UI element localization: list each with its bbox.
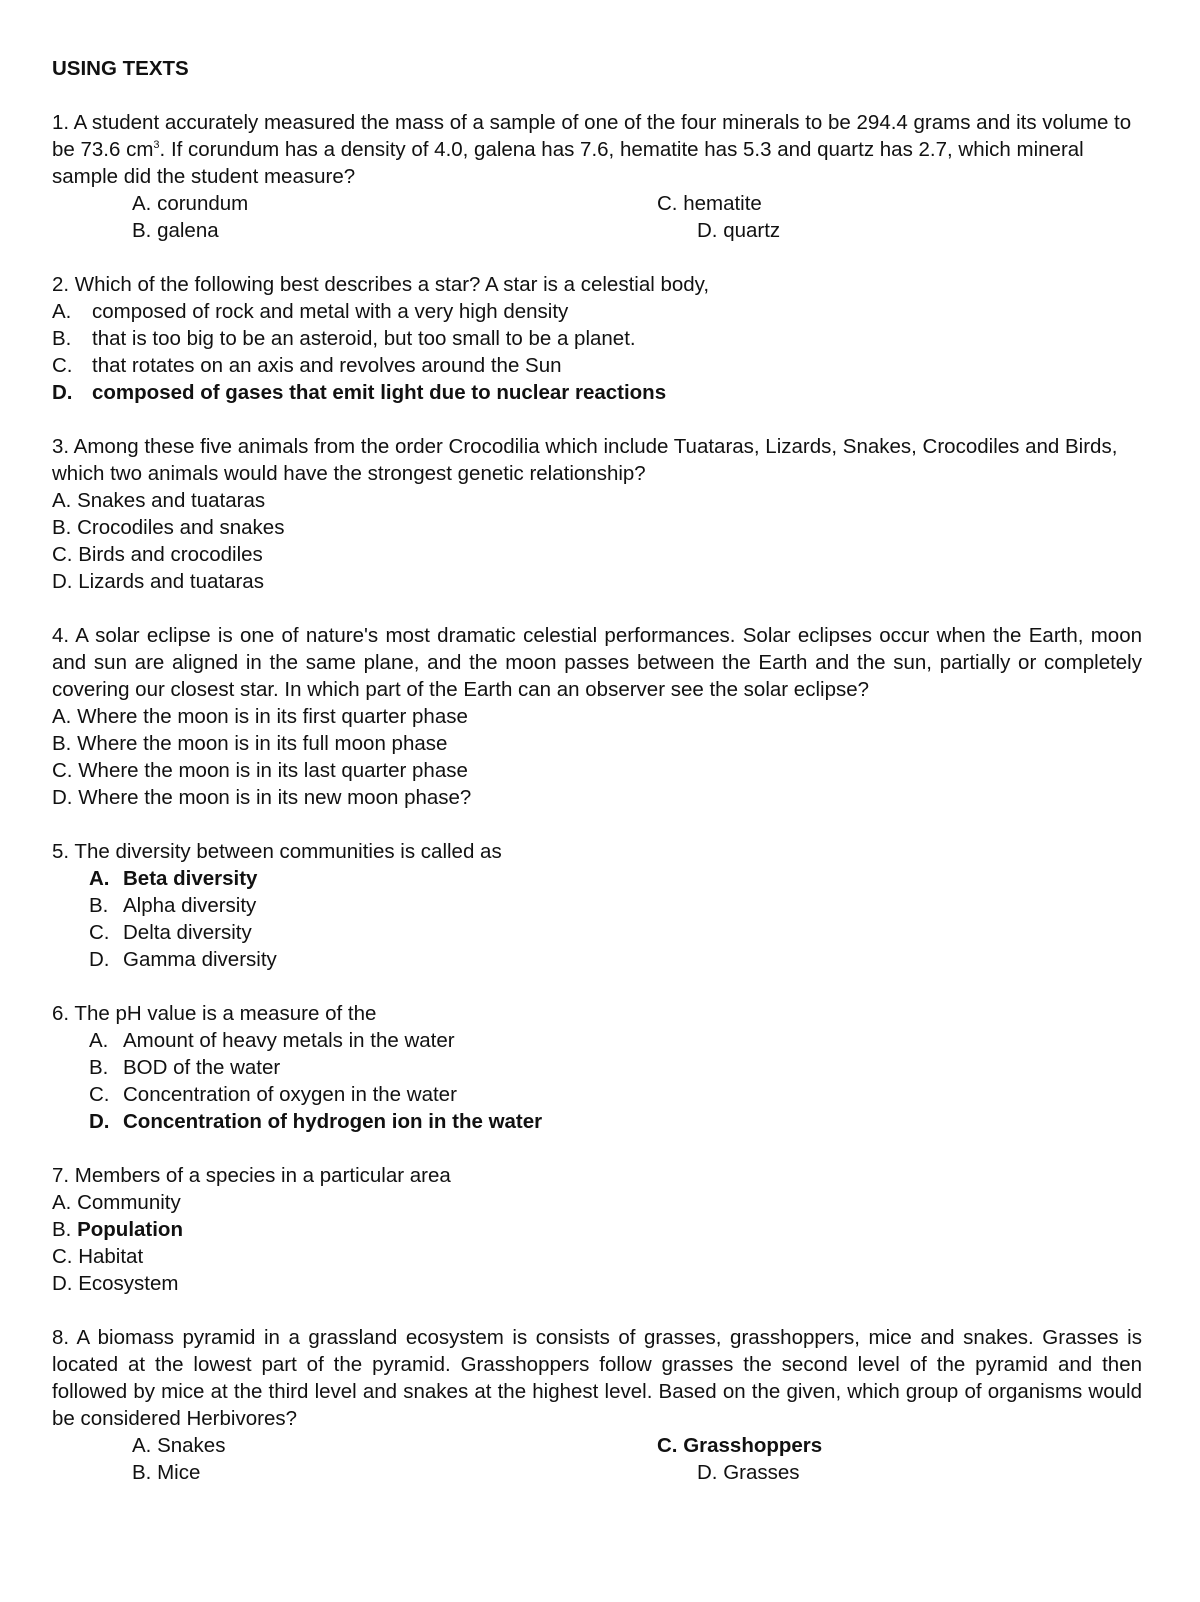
option-label: A. — [89, 1029, 109, 1052]
option-d-correct — [52, 1108, 1142, 1135]
option-label: D. — [52, 381, 73, 404]
option-text: Gamma diversity — [123, 948, 277, 971]
option-text: Population — [77, 1218, 183, 1241]
option-c — [52, 757, 1142, 784]
option-label: B. — [89, 894, 109, 917]
option-a: A. Snakes — [132, 1434, 226, 1457]
question-3-text: Among these five animals from the order Crocodilia which include Tuataras, Lizards, Snakes, Crocodiles and Birds, which two animals would have the strongest genetic relationship? — [52, 435, 1118, 485]
question-7-stem: 7. Members of a species in a particular area — [52, 1164, 451, 1187]
option-label: B. — [52, 1218, 78, 1241]
option-label: A. — [52, 300, 72, 323]
option-label: D. — [89, 948, 110, 971]
option-text: that is too big to be an asteroid, but too small to be a planet. — [92, 327, 636, 350]
option-b — [52, 892, 1142, 919]
option-b-correct — [52, 1216, 1142, 1243]
option-c — [52, 919, 1142, 946]
option-text: that rotates on an axis and revolves around the Sun — [92, 354, 562, 377]
question-8 — [52, 1324, 1142, 1486]
option-label: D. — [52, 786, 73, 809]
option-text: Amount of heavy metals in the water — [123, 1029, 455, 1052]
option-b: B. galena — [132, 219, 219, 242]
options-row — [52, 190, 1142, 217]
option-text: Delta diversity — [123, 921, 252, 944]
question-1-stem — [52, 109, 1142, 190]
option-d: D. quartz — [697, 219, 781, 242]
option-a — [52, 703, 1142, 730]
question-4-text: A solar eclipse is one of nature's most dramatic celestial performances. Solar eclipses occur when the Earth, moon and sun are aligned in the same plane, and the moon passes between the Earth and the sun, partially or completely covering our closest star. In which part of the Earth can an observer see the solar eclipse? — [52, 624, 1142, 701]
option-a: A. corundum — [132, 192, 249, 215]
option-label: C. — [89, 921, 110, 944]
option-b — [52, 1054, 1142, 1081]
option-text: Where the moon is in its first quarter phase — [71, 705, 468, 728]
option-text: Concentration of hydrogen ion in the water — [123, 1110, 543, 1133]
question-5 — [52, 838, 1142, 973]
options-row — [52, 217, 1142, 244]
question-2 — [52, 271, 1142, 406]
option-label: B. — [89, 1056, 109, 1079]
option-text: Where the moon is in its full moon phase — [71, 732, 448, 755]
option-d: D. Grasses — [697, 1461, 800, 1484]
option-a — [52, 298, 1142, 325]
option-d — [52, 946, 1142, 973]
option-label: D. — [89, 1110, 110, 1133]
option-label: A. — [52, 705, 72, 728]
option-d: D. Ecosystem — [52, 1272, 179, 1295]
question-8-stem: 8. A biomass pyramid in a grassland ecosystem is consists of grasses, grasshoppers, mice and snakes. Grasses is located at the lowest part of the pyramid. Grasshoppers follow grasses the second level of the pyramid and then followed by mice at the third level and snakes at the highest level. Based on the given, which group of organisms would be considered Herbivores? — [52, 1326, 1142, 1430]
option-label: A. — [89, 867, 110, 890]
options-row — [52, 1432, 1142, 1459]
option-d-correct — [52, 379, 1142, 406]
option-label: C. — [52, 354, 73, 377]
option-c: C. hematite — [657, 192, 762, 215]
option-d: D. Lizards and tuataras — [52, 570, 264, 593]
question-5-text: The diversity between communities is called as — [69, 840, 502, 863]
option-text: Beta diversity — [123, 867, 258, 890]
question-6-text: The pH value is a measure of the — [69, 1002, 377, 1025]
question-6-number: 6. — [52, 1002, 70, 1025]
option-text: Concentration of oxygen in the water — [123, 1083, 457, 1106]
option-text: composed of rock and metal with a very high density — [92, 300, 569, 323]
option-c: C. Birds and crocodiles — [52, 543, 263, 566]
question-2-number: 2. — [52, 273, 70, 296]
options-row — [52, 1459, 1142, 1486]
page-title: USING TEXTS — [52, 57, 189, 80]
question-6 — [52, 1000, 1142, 1135]
superscript: 3 — [153, 139, 160, 152]
option-label: C. — [52, 759, 73, 782]
question-1-text-a: A student accurately measured the mass of a sample of one of the four minerals to be 294.4 grams and its volume to be 73.6 cm — [52, 111, 1132, 161]
option-text: Where the moon is in its last quarter phase — [72, 759, 468, 782]
option-a — [52, 1027, 1142, 1054]
question-1-text-b: . If corundum has a density of 4.0, galena has 7.6, hematite has 5.3 and quartz has 2.7, which mineral sample did the student measure? — [52, 138, 1084, 188]
option-c: C. Habitat — [52, 1245, 144, 1268]
question-6-stem — [52, 1000, 1142, 1027]
question-7 — [52, 1162, 1142, 1297]
question-3-number: 3. — [52, 435, 70, 458]
option-b — [52, 325, 1142, 352]
option-label: B. — [52, 327, 72, 350]
question-5-number: 5. — [52, 840, 70, 863]
question-4-stem — [52, 622, 1142, 703]
option-text: composed of gases that emit light due to nuclear reactions — [92, 381, 667, 404]
option-d — [52, 784, 1142, 811]
question-4 — [52, 622, 1142, 811]
option-b — [52, 730, 1142, 757]
option-a-correct — [52, 865, 1142, 892]
question-2-stem — [52, 271, 1142, 298]
question-3 — [52, 433, 1142, 595]
option-a: A. Snakes and tuataras — [52, 489, 266, 512]
question-3-stem — [52, 433, 1142, 487]
question-1 — [52, 109, 1142, 244]
option-text: Where the moon is in its new moon phase? — [72, 786, 472, 809]
option-label: C. — [89, 1083, 110, 1106]
option-a: A. Community — [52, 1191, 181, 1214]
question-2-text: Which of the following best describes a star? A star is a celestial body, — [69, 273, 710, 296]
option-text: Alpha diversity — [123, 894, 257, 917]
option-c — [52, 352, 1142, 379]
option-b: B. Mice — [132, 1461, 201, 1484]
option-text: BOD of the water — [123, 1056, 281, 1079]
question-5-stem — [52, 838, 1142, 865]
option-c — [52, 1081, 1142, 1108]
option-c-correct: C. Grasshoppers — [657, 1434, 823, 1457]
option-label: B. — [52, 732, 72, 755]
question-4-number: 4. — [52, 624, 70, 647]
question-1-number: 1. — [52, 111, 70, 134]
option-b: B. Crocodiles and snakes — [52, 516, 285, 539]
